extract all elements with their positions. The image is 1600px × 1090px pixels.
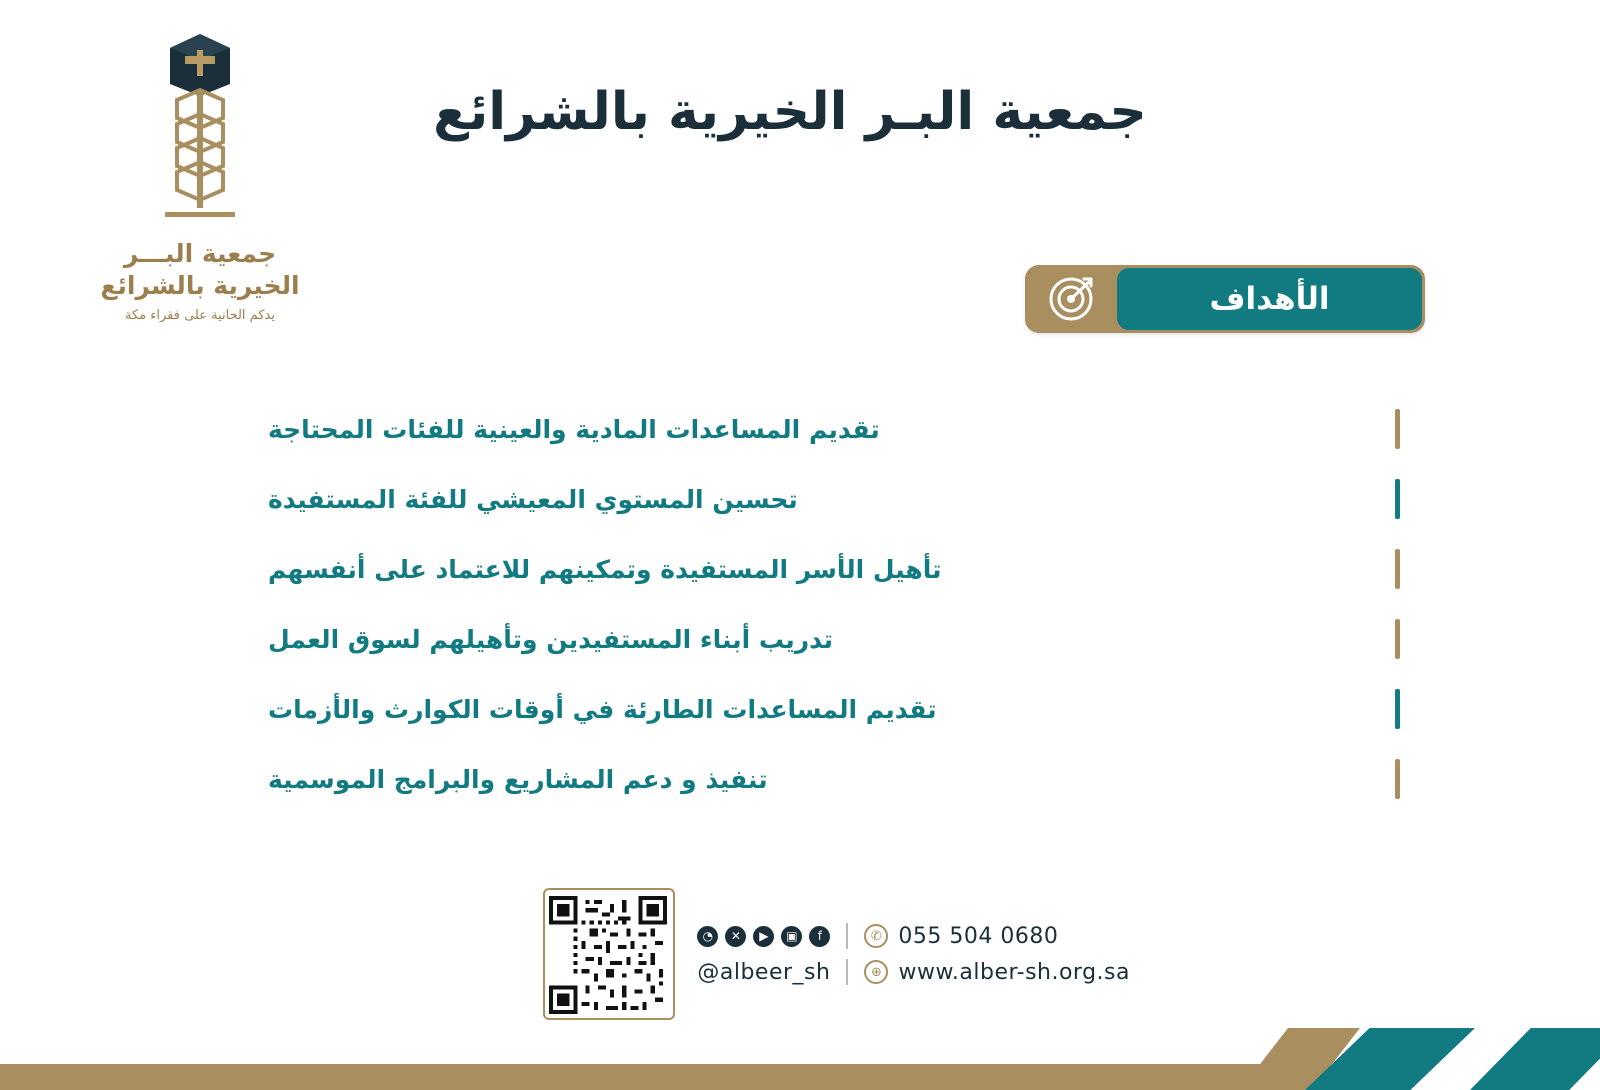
goal-item [250, 465, 1400, 533]
social-handle[interactable]: @albeer_sh [697, 959, 831, 985]
bottom-decoration [0, 1028, 1600, 1090]
goal-item [250, 395, 1400, 463]
logo-name [50, 238, 350, 302]
goal-accent-bar [1395, 759, 1400, 799]
goal-item [250, 675, 1400, 743]
goal-accent-bar [1395, 409, 1400, 449]
logo-name-line1: جمعية البـــر [123, 239, 277, 268]
goal-item [250, 605, 1400, 673]
instagram-icon[interactable]: ▣ [781, 926, 802, 947]
divider [846, 959, 848, 985]
bottom-bar-gold [0, 1064, 1260, 1090]
phone-number[interactable]: 055 504 0680 [898, 923, 1059, 949]
globe-icon: ⊕ [864, 960, 888, 984]
goal-text: تقديم المساعدات المادية والعينية للفئات المحتاجة [268, 414, 880, 444]
goal-text: تقديم المساعدات الطارئة في أوقات الكوارث والأزمات [268, 694, 937, 724]
contact-row-top [697, 923, 1130, 949]
whatsapp-icon: ✆ [864, 924, 888, 948]
contact-row-bottom [697, 959, 1130, 985]
goal-accent-bar [1395, 619, 1400, 659]
logo-name-line2: الخيرية بالشرائع [100, 271, 300, 300]
goal-text: تدريب أبناء المستفيدين وتأهيلهم لسوق العمل [268, 624, 833, 654]
facebook-icon[interactable]: f [809, 926, 830, 947]
goal-accent-bar [1395, 479, 1400, 519]
social-icons [697, 926, 830, 947]
section-header-goals [1025, 265, 1425, 333]
footer-contact [543, 888, 1130, 1020]
website-url[interactable]: www.alber-sh.org.sa [898, 959, 1130, 985]
youtube-icon[interactable]: ▶ [753, 926, 774, 947]
qr-code-icon[interactable] [543, 888, 675, 1020]
organization-logo [50, 26, 350, 323]
goals-list [250, 395, 1400, 815]
goal-accent-bar [1395, 689, 1400, 729]
goal-text: تأهيل الأسر المستفيدة وتمكينهم للاعتماد على أنفسهم [268, 554, 942, 584]
goal-item [250, 745, 1400, 813]
target-arrow-icon [1025, 265, 1117, 333]
logo-tagline: يدكم الحانية على فقراء مكة [125, 308, 275, 323]
goal-text: تحسين المستوي المعيشي للفئة المستفيدة [268, 484, 798, 514]
goal-text: تنفيذ و دعم المشاريع والبرامج الموسمية [268, 764, 768, 794]
divider [846, 923, 848, 949]
section-title: الأهداف [1117, 268, 1422, 330]
page-title: جمعية البـر الخيرية بالشرائع [433, 82, 1147, 142]
snapchat-icon[interactable]: ◔ [697, 926, 718, 947]
contact-details [697, 923, 1130, 985]
goal-accent-bar [1395, 549, 1400, 589]
chevron-teal-2 [1470, 1028, 1600, 1090]
x-twitter-icon[interactable]: ✕ [725, 926, 746, 947]
goal-item [250, 535, 1400, 603]
